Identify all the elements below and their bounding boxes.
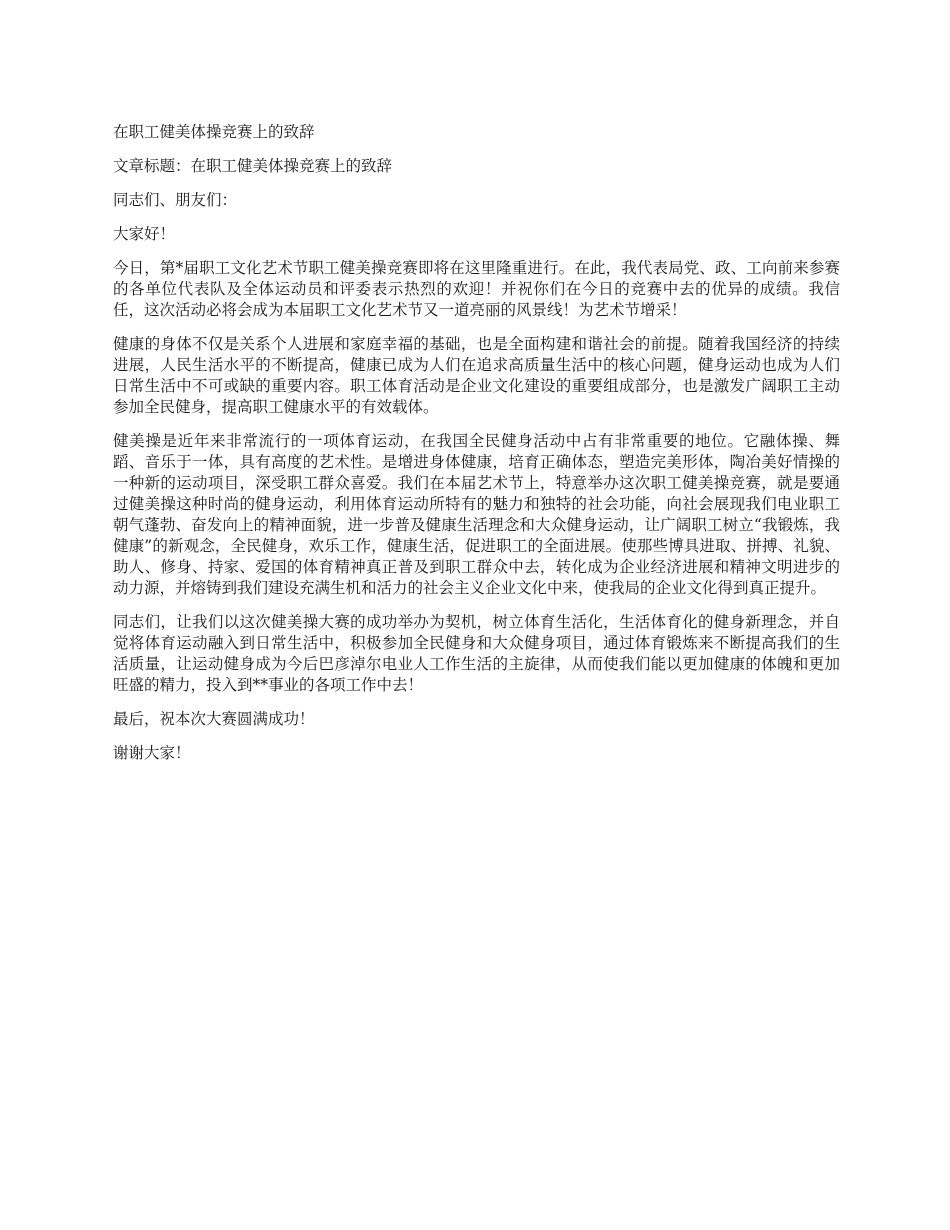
greeting: 大家好！ bbox=[113, 225, 176, 243]
paragraph-health: 健康的身体不仅是关系个人进展和家庭幸福的基础，也是全面构建和谐社会的前提。随着我国经济的持续进展，人民生活水平的不断提高，健康已成为人们在追求高质量生活中的核心问题，健身运动也成为人们日常生活中不可或缺的重要内容。职工体育活动是企业文化建设的重要组成部分，也是激发广阔职工主动参加全民健身，提高职工健康水平的有效载体。 bbox=[113, 335, 840, 416]
paragraph-welcome: 今日，第*届职工文化艺术节职工健美操竞赛即将在这里隆重进行。在此，我代表局党、政、工向前来参赛的各单位代表队及全体运动员和评委表示热烈的欢迎！并祝你们在今日的竞赛中去的优异的成绩。我信任，这次活动必将会成为本届职工文化艺术节又一道亮丽的风景线！为艺术节增采！ bbox=[113, 259, 840, 319]
closing-wish: 最后，祝本次大赛圆满成功！ bbox=[113, 710, 315, 728]
thanks: 谢谢大家！ bbox=[113, 744, 191, 762]
salutation: 同志们、朋友们： bbox=[113, 191, 238, 209]
paragraph-appeal: 同志们，让我们以这次健美操大赛的成功举办为契机，树立体育生活化，生活体育化的健身新理念，并自觉将体育运动融入到日常生活中，积极参加全民健身和大众健身项目，通过体育锻炼来不断提高我们的生活质量，让运动健身成为今后巴彦淖尔电业人工作生活的主旋律，从而使我们能以更加健康的体魄和更加旺盛的精力，投入到**事业的各项工作中去！ bbox=[113, 613, 840, 694]
paragraph-aerobics: 健美操是近年来非常流行的一项体育运动，在我国全民健身活动中占有非常重要的地位。它融体操、舞蹈、音乐于一体，具有高度的艺术性。是增进身体健康，培育正确体态，塑造完美形体，陶冶美好情操的一种新的运动项目，深受职工群众喜爱。我们在本届艺术节上，特意举办这次职工健美操竞赛，就是要通过健美操这种时尚的健身运动，利用体育运动所特有的魅力和独特的社会功能，向社会展现我们电业职工朝气蓬勃、奋发向上的精神面貌，进一步普及健康生活理念和大众健身运动，让广阔职工树立“我锻炼，我健康”的新观念，全民健身，欢乐工作，健康生活，促进职工的全面进展。使那些博具进取、拼搏、礼貌、助人、修身、持家、爱国的体育精神真正普及到职工群众中去，转化成为企业经济进展和精神文明进步的动力源，并熔铸到我们建设充满生机和活力的社会主义企业文化中来，使我局的企业文化得到真正提升。 bbox=[113, 432, 840, 597]
article-title: 文章标题：在职工健美体操竞赛上的致辞 bbox=[113, 157, 393, 175]
document-body bbox=[113, 122, 840, 777]
document-heading: 在职工健美体操竞赛上的致辞 bbox=[113, 123, 315, 141]
